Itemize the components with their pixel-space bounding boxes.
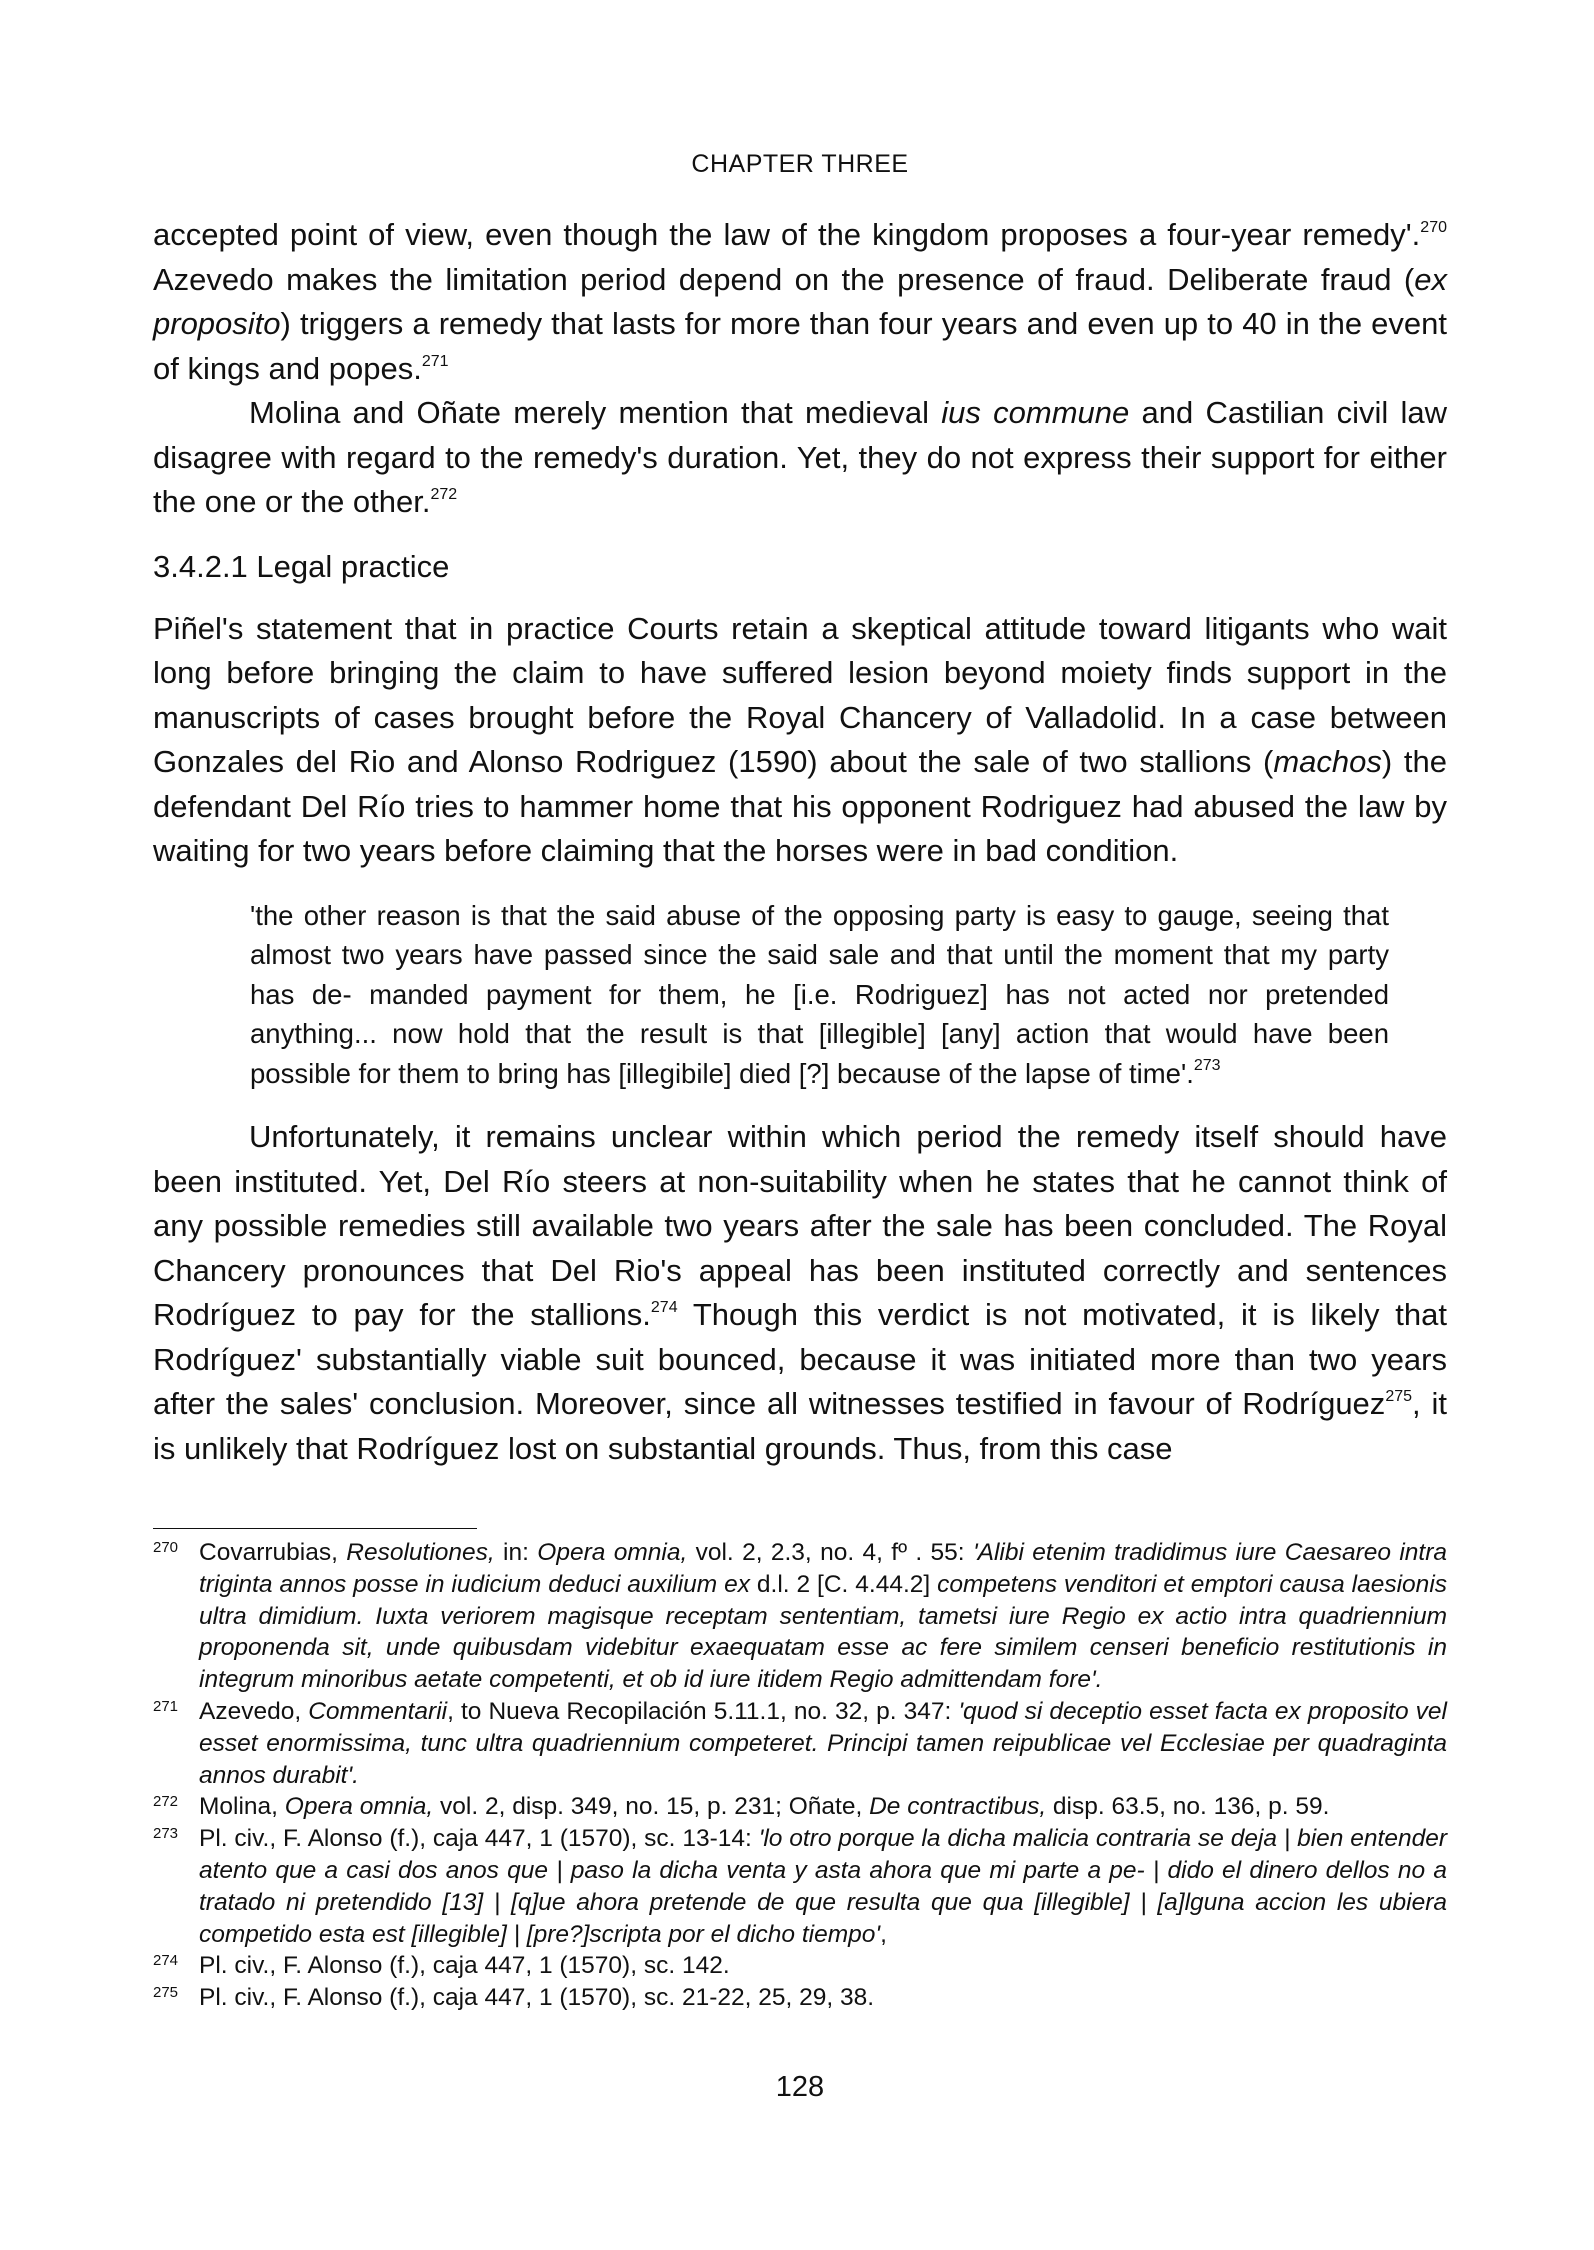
footnote-number: 273 — [153, 1825, 179, 1843]
italic-title: Opera omnia, — [537, 1539, 688, 1566]
italic-title: Resolutiones, — [346, 1539, 495, 1566]
text-span: Pl. civ., F. Alonso (f.), caja 447, 1 (1570), sc. 13-14: — [199, 1825, 759, 1853]
paragraph-1 — [153, 213, 1447, 391]
footnote-number: 274 — [153, 1952, 179, 1970]
footnote-ref-275[interactable]: 275 — [1385, 1388, 1413, 1405]
footnote-270 — [153, 1537, 1447, 1696]
text-span: Molina, — [199, 1793, 285, 1821]
text-span: ) triggers a remedy that lasts for more than four years and even up to 40 in the event of kings and popes. — [153, 306, 1447, 386]
section-heading: 3.4.2.1 Legal practice — [153, 548, 450, 584]
footnote-ref-271[interactable]: 271 — [421, 352, 449, 370]
main-text — [153, 213, 1447, 1471]
text-span: , to Nueva Recopilación 5.11.1, no. 32, p. 347: — [447, 1697, 959, 1725]
footnotes — [153, 1537, 1447, 2014]
text-span: accepted point of view, even though the law of the kingdom proposes a four-year remedy'. — [153, 217, 1421, 252]
paragraph-2 — [153, 391, 1447, 525]
page-number: 128 — [775, 2071, 825, 2103]
italic-title: Opera omnia, — [284, 1793, 434, 1821]
book-page — [153, 0, 1447, 2250]
footnote-275 — [153, 1982, 1447, 2014]
text-span: d.l. 2 [C. 4.44.2] — [749, 1570, 938, 1598]
text-span: Pl. civ., F. Alonso (f.), caja 447, 1 (1570), sc. 21-22, 25, 29, 38. — [199, 1984, 875, 2012]
paragraph-3 — [153, 607, 1447, 874]
italic-quote: competens venditori et emptori causa laesionis ultra dimidium. Iuxta veriorem magisque receptam sententiam, tametsi iure Regio ex actio intra quadriennium proponenda sit, unde quibusdam videbitur exaequatam esse ac fere similem censeri beneficio restitutionis in integrum minoribus aetate competenti, et ob id iure itidem Regio admittendam fore'. — [199, 1570, 1448, 1694]
text-span: , it is unlikely that Rodríguez lost on substantial grounds. Thus, from this case — [153, 1386, 1448, 1466]
text-span: Pl. civ., F. Alonso (f.), caja 447, 1 (1570), sc. 142. — [199, 1952, 730, 1980]
footnote-number: 271 — [153, 1697, 179, 1715]
footnote-ref-270[interactable]: 270 — [1420, 219, 1447, 236]
footnote-274 — [153, 1950, 1447, 1982]
text-span: in: — [494, 1539, 538, 1566]
italic-term: ius commune — [941, 395, 1130, 430]
italic-quote: 'lo otro porque la dicha malicia contraria se deja | bien entender atento que a casi dos anos que | paso la dicha venta y asta ahora que mi parte a pe- | dido el dinero dellos no a tratado ni pretendido [13] | [q]ue ahora pretende de que resulta que qua [illegible] | [a]lguna accion les ubiera competido esta est [illegible] | [pre?]scripta por el dicho tiempo' — [199, 1825, 1447, 1948]
text-span: Molina and Oñate merely mention that medieval — [249, 395, 942, 430]
italic-title: Commentarii — [308, 1697, 448, 1725]
italic-quote: 'Alibi etenim tradidimus iure Caesareo intra triginta annos posse in iudicium deduci auxilium ex — [199, 1539, 1447, 1598]
footnote-ref-272[interactable]: 272 — [430, 486, 458, 503]
text-span: , — [880, 1920, 887, 1948]
block-quote — [250, 896, 1389, 1094]
footnote-272 — [153, 1791, 1447, 1823]
footnote-number: 270 — [153, 1539, 179, 1556]
paragraph-4 — [153, 1115, 1447, 1471]
italic-quote: 'quod si deceptio esset facta ex proposito vel esset enormissima, tunc ultra quadriennium competeret. Principi tamen reipublicae vel Ecclesiae per quadraginta annos durabit'. — [199, 1697, 1447, 1789]
footnote-ref-273[interactable]: 273 — [1193, 1056, 1221, 1074]
quote-text: 'the other reason is that the said abuse of the opposing party is easy to gauge, seeing that almost two years have passed since the said sale and that until the moment that my party has de- manded payment for them, he [i.e. Rodriguez] has not acted nor pretended anything... now hold that the result is that [illegible] [any] action that would have been possible for them to bring has [illegibile] died [?] because of the lapse of time'. — [250, 899, 1389, 1089]
text-span: disp. 63.5, no. 136, p. 59. — [1046, 1793, 1330, 1821]
text-span: vol. 2, 2.3, no. 4, fº . 55: — [687, 1539, 973, 1566]
text-span: Though this verdict is not motivated, it is likely that Rodríguez' substantially viable suit bounced, because it was initiated more than two years after the sales' conclusion. Moreover, since all witnesses testified in favour of Rodríguez — [153, 1297, 1447, 1421]
text-span: vol. 2, disp. 349, no. 15, p. 231; Oñate, — [433, 1793, 870, 1821]
footnote-271 — [153, 1696, 1447, 1791]
text-span: and Castilian civil law disagree with regard to the remedy's duration. Yet, they do not express their support for either the one or the other. — [153, 395, 1447, 519]
footnote-ref-274[interactable]: 274 — [650, 1299, 678, 1316]
text-span: Azevedo makes the limitation period depend on the presence of fraud. Deliberate fraud ( — [153, 261, 1415, 297]
footnote-number: 272 — [153, 1793, 179, 1811]
italic-term: machos — [1273, 744, 1382, 779]
running-header: CHAPTER THREE — [691, 150, 909, 178]
footnote-separator — [153, 1528, 477, 1529]
text-span: Covarrubias, — [199, 1539, 347, 1566]
italic-title: De contractibus, — [869, 1793, 1047, 1821]
italic-term: ex proposito — [153, 261, 1447, 341]
footnote-number: 275 — [153, 1984, 179, 2002]
text-span: Azevedo, — [199, 1697, 309, 1725]
text-span: Unfortunately, it remains unclear within which period the remedy itself should have been instituted. Yet, Del Río steers at non-suitability when he states that he cannot think of any possible remedies still available two years after the sale has been concluded. The Royal Chancery pronounces that Del Rio's appeal has been instituted correctly and sentences Rodríguez to pay for the stallions. — [153, 1119, 1447, 1332]
footnote-273 — [153, 1823, 1447, 1950]
text-span: Piñel's statement that in practice Courts retain a skeptical attitude toward litigants who wait long before bringing the claim to have suffered lesion beyond moiety finds support in the manuscripts of cases brought before the Royal Chancery of Valladolid. In a case between Gonzales del Rio and Alonso Rodriguez (1590) about the sale of two stallions ( — [153, 610, 1447, 779]
text-span: ) the defendant Del Río tries to hammer home that his opponent Rodriguez had abused the law by waiting for two years before claiming that the horses were in bad condition. — [153, 744, 1448, 868]
